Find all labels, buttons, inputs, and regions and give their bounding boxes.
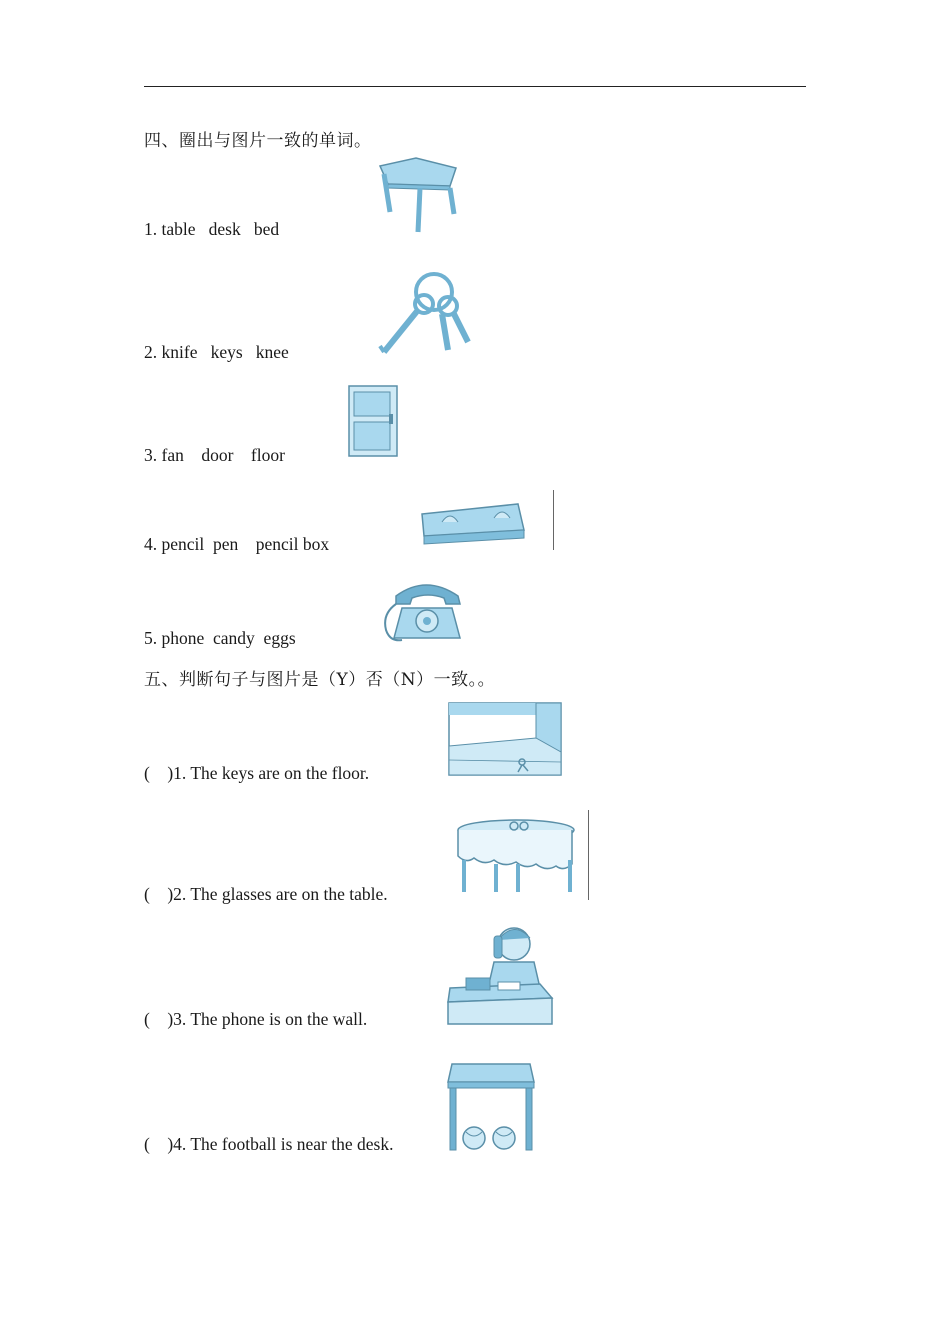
table-glasses-icon — [452, 816, 580, 896]
section4-item-4: 4. pencil pen pencil box — [144, 534, 330, 554]
section5-heading: 五、判断句子与图片是（Y）否（N）一致。。 — [144, 670, 496, 690]
section5-item-4: ( )4. The football is near the desk. — [144, 1134, 394, 1154]
header-rule — [144, 86, 806, 87]
divider-line — [588, 810, 589, 900]
section5-item-3: ( )3. The phone is on the wall. — [144, 1009, 368, 1029]
divider-line — [553, 490, 554, 550]
section4-item-2: 2. knife keys knee — [144, 342, 289, 362]
boy-phone-desk-icon — [444, 922, 556, 1026]
section5-item-2: ( )2. The glasses are on the table. — [144, 884, 388, 904]
section4-heading: 四、圈出与图片一致的单词。 — [144, 131, 372, 151]
room-floor-keys-icon — [448, 702, 562, 776]
phone-icon — [380, 576, 472, 646]
section4-item-5: 5. phone candy eggs — [144, 628, 296, 648]
keys-icon — [376, 268, 480, 360]
pencil-box-icon — [418, 500, 528, 546]
section4-item-1: 1. table desk bed — [144, 219, 280, 239]
table-icon — [376, 156, 460, 238]
section4-item-3: 3. fan door floor — [144, 445, 285, 465]
door-icon — [347, 384, 399, 458]
desk-balls-icon — [446, 1062, 536, 1152]
section5-item-1: ( )1. The keys are on the floor. — [144, 763, 370, 783]
